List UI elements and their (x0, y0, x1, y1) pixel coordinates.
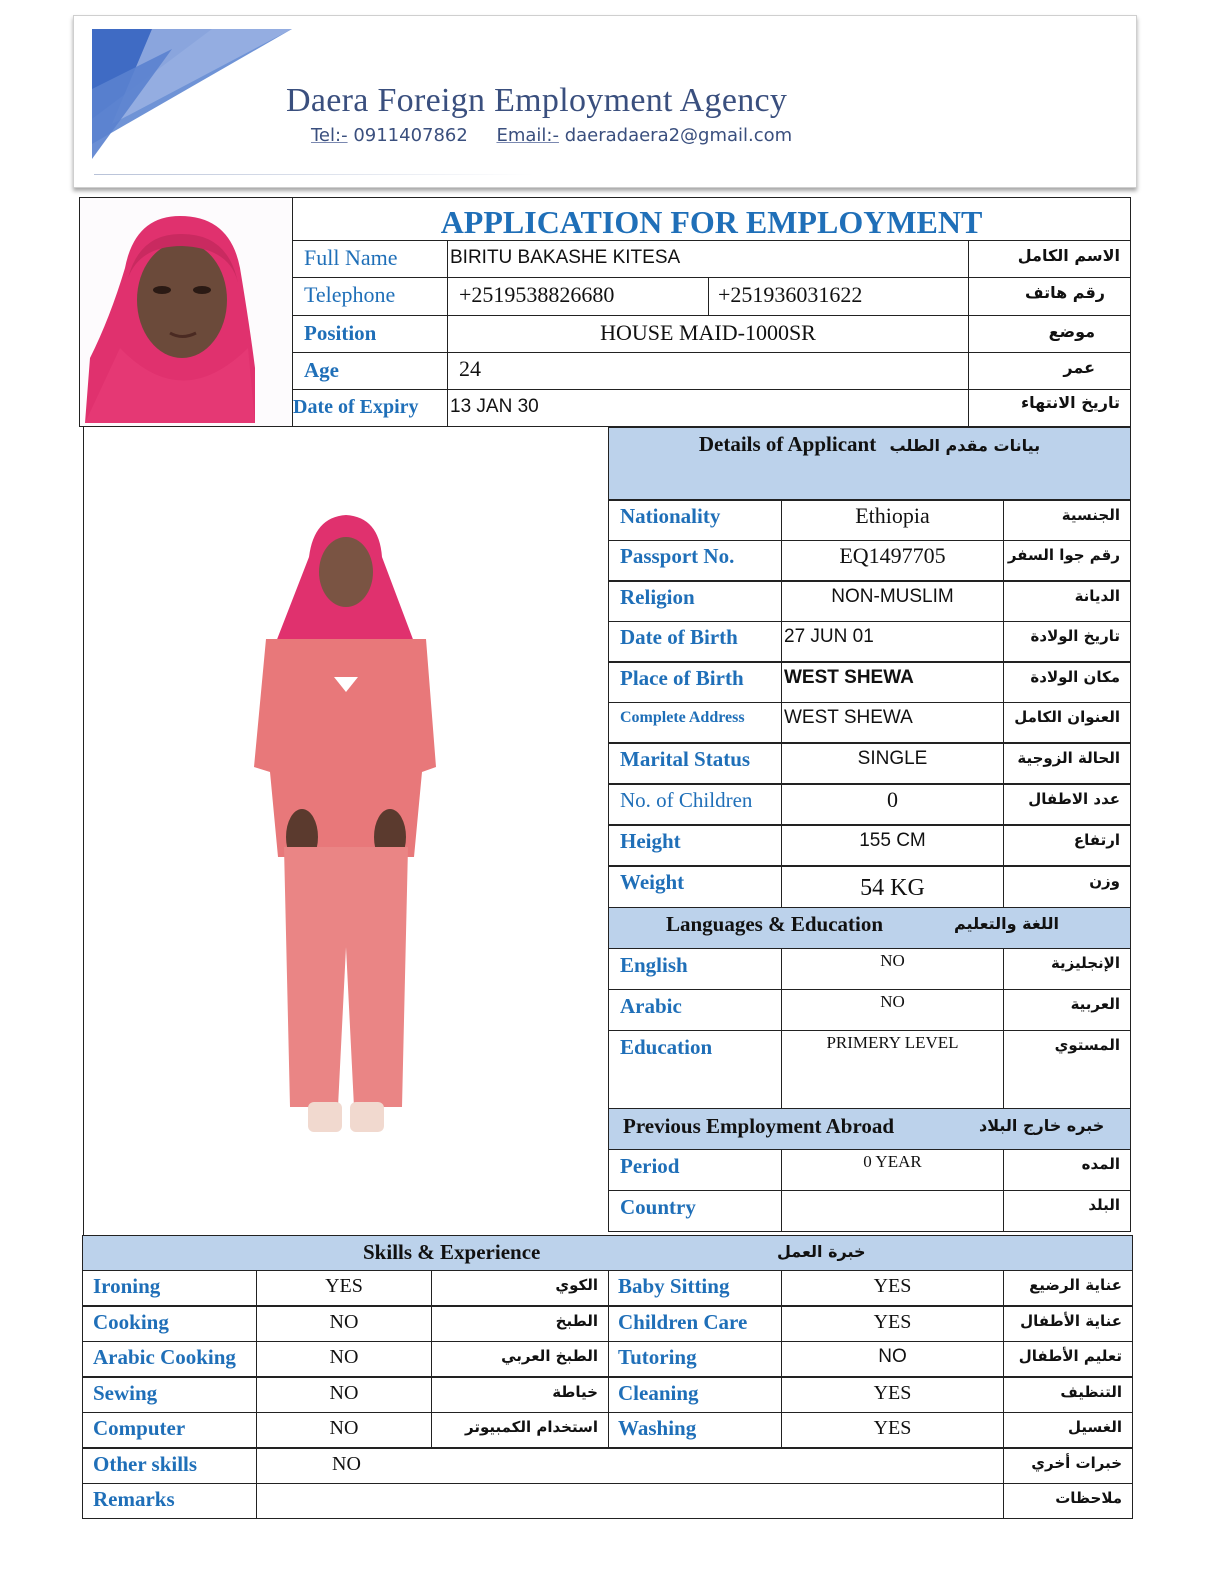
skill-label: Baby Sitting (608, 1270, 782, 1306)
skill-arabic: عناية الرضيع (1003, 1270, 1133, 1306)
skill-value: YES (781, 1412, 1004, 1448)
skill-arabic: استخدام الكمبيوتر (431, 1412, 609, 1448)
details-value: WEST SHEWA (781, 702, 1004, 743)
previous-employment-arabic: البلد (1003, 1190, 1131, 1232)
language-label: English (608, 948, 782, 990)
details-label: Weight (608, 866, 782, 908)
details-arabic: الحالة الزوجية (1003, 743, 1131, 784)
previous-employment-header-ar: خبره خارج البلاد (979, 1116, 1105, 1135)
applicant-portrait-photo (79, 197, 292, 427)
position-label: Position (292, 315, 448, 353)
details-value: SINGLE (781, 743, 1004, 784)
full-name-arabic: الاسم الكامل (968, 240, 1131, 278)
tel-value: 0911407862 (353, 125, 468, 146)
previous-employment-value (781, 1190, 1004, 1232)
details-label: Nationality (608, 500, 782, 541)
languages-header-en: Languages & Education (666, 912, 884, 936)
language-arabic: العربية (1003, 989, 1131, 1031)
skill-label: Children Care (608, 1306, 782, 1342)
details-arabic: العنوان الكامل (1003, 702, 1131, 743)
remarks-value (256, 1483, 1004, 1519)
skill-label: Computer (82, 1412, 257, 1448)
details-value: Ethiopia (781, 500, 1004, 541)
expiry-arabic: تاريخ الانتهاء (968, 389, 1131, 427)
form-title (292, 197, 1131, 241)
skill-value: NO (256, 1306, 432, 1342)
details-header-ar: بيانات مقدم الطلب (889, 436, 1041, 455)
details-label: Date of Birth (608, 621, 782, 662)
skill-value: YES (781, 1270, 1004, 1306)
details-arabic: ارتفاع (1003, 825, 1131, 866)
other-skills-label: Other skills (82, 1448, 257, 1484)
skill-label: Arabic Cooking (82, 1341, 257, 1377)
details-arabic: عدد الاطفال (1003, 784, 1131, 825)
skill-label: Tutoring (608, 1341, 782, 1377)
details-label: Complete Address (608, 702, 782, 743)
details-value: NON-MUSLIM (781, 581, 1004, 622)
details-value: EQ1497705 (781, 540, 1004, 581)
details-arabic: مكان الولادة (1003, 662, 1131, 703)
skill-arabic: التنظيف (1003, 1377, 1133, 1413)
details-value: 155 CM (781, 825, 1004, 866)
portrait-illustration (80, 198, 291, 426)
applicant-full-body-photo (83, 427, 608, 1235)
skill-value: YES (781, 1306, 1004, 1342)
details-arabic: الجنسية (1003, 500, 1131, 541)
skill-value: NO (256, 1412, 432, 1448)
position-value: HOUSE MAID-1000SR (447, 315, 969, 353)
language-arabic: الإنجليزية (1003, 948, 1131, 990)
letterhead-divider (94, 174, 534, 175)
skill-label: Cleaning (608, 1377, 782, 1413)
skill-arabic: الكوي (431, 1270, 609, 1306)
language-value: PRIMERY LEVEL (781, 1030, 1004, 1109)
age-arabic: عمر (968, 352, 1131, 390)
skills-header-ar: خبرة العمل (777, 1242, 866, 1261)
skill-arabic: خياطة (431, 1377, 609, 1413)
details-label: Place of Birth (608, 662, 782, 703)
details-label: Height (608, 825, 782, 866)
details-header-en: Details of Applicant (698, 432, 877, 456)
skills-header-en: Skills & Experience (363, 1240, 541, 1264)
details-label: No. of Children (608, 784, 782, 825)
full-body-illustration (84, 427, 608, 1235)
language-label: Arabic (608, 989, 782, 1031)
details-label: Marital Status (608, 743, 782, 784)
other-skills-value: NO (256, 1448, 1004, 1484)
expiry-label: Date of Expiry (292, 389, 448, 427)
languages-header-ar: اللغة والتعليم (954, 914, 1059, 933)
skill-value: YES (781, 1377, 1004, 1413)
skill-label: Cooking (82, 1306, 257, 1342)
other-skills-arabic: خبرات أخري (1003, 1448, 1133, 1484)
language-value: NO (781, 989, 1004, 1031)
details-label: Religion (608, 581, 782, 622)
skill-value: YES (256, 1270, 432, 1306)
agency-contact (311, 125, 792, 146)
details-header (608, 427, 1131, 500)
skill-arabic: الطبخ (431, 1306, 609, 1342)
details-value: 0 (781, 784, 1004, 825)
form-title-text: APPLICATION FOR EMPLOYMENT (440, 204, 983, 240)
skill-value: NO (256, 1341, 432, 1377)
previous-employment-label: Period (608, 1149, 782, 1191)
letterhead (73, 15, 1137, 188)
age-label: Age (292, 352, 448, 390)
languages-header (608, 907, 1131, 949)
previous-employment-label: Country (608, 1190, 782, 1232)
agency-name: Daera Foreign Employment Agency (286, 82, 788, 119)
skill-arabic: الغسيل (1003, 1412, 1133, 1448)
details-arabic: الديانة (1003, 581, 1131, 622)
full-name-value: BIRITU BAKASHE KITESA (447, 240, 969, 278)
language-label: Education (608, 1030, 782, 1109)
previous-employment-header (608, 1108, 1131, 1150)
telephone-value-2: +251936031622 (708, 277, 969, 316)
remarks-arabic: ملاحظات (1003, 1483, 1133, 1519)
expiry-value: 13 JAN 30 (447, 389, 969, 427)
skill-arabic: تعليم الأطفال (1003, 1341, 1133, 1377)
skill-arabic: عناية الأطفال (1003, 1306, 1133, 1342)
skill-value: NO (781, 1341, 1004, 1377)
previous-employment-arabic: المده (1003, 1149, 1131, 1191)
position-arabic: موضع (968, 315, 1131, 353)
telephone-arabic: رقم هاتف (968, 277, 1131, 316)
full-name-label: Full Name (292, 240, 448, 278)
details-label: Passport No. (608, 540, 782, 581)
details-value: WEST SHEWA (781, 662, 1004, 703)
letterhead-logo-graphic (92, 29, 292, 159)
remarks-label: Remarks (82, 1483, 257, 1519)
details-arabic: تاريخ الولادة (1003, 621, 1131, 662)
age-value: 24 (447, 352, 969, 390)
tel-label: Tel:- (311, 125, 348, 146)
details-value: 27 JUN 01 (781, 621, 1004, 662)
previous-employment-header-en: Previous Employment Abroad (623, 1114, 895, 1138)
language-value: NO (781, 948, 1004, 990)
telephone-label: Telephone (292, 277, 448, 316)
skill-arabic: الطبخ العربي (431, 1341, 609, 1377)
details-arabic: وزن (1003, 866, 1131, 908)
email-label: Email:- (496, 125, 559, 146)
skills-header (82, 1235, 1133, 1271)
details-value: 54 KG (781, 866, 1004, 908)
email-value: daeradaera2@gmail.com (564, 125, 793, 146)
skill-label: Washing (608, 1412, 782, 1448)
telephone-value-1: +2519538826680 (447, 277, 709, 316)
skill-value: NO (256, 1377, 432, 1413)
previous-employment-value: 0 YEAR (781, 1149, 1004, 1191)
language-arabic: المستوي (1003, 1030, 1131, 1109)
details-arabic: رقم جوا السفر (1003, 540, 1131, 581)
skill-label: Ironing (82, 1270, 257, 1306)
skill-label: Sewing (82, 1377, 257, 1413)
